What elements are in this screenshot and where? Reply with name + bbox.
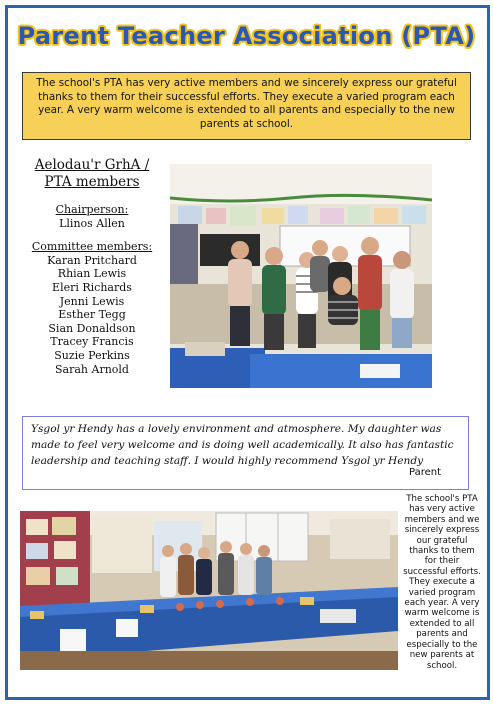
side-note: The school's PTA has very active members and we sincerely express our grateful thanks to them for their successful efforts. They execute a varied program each year. A very warm welcome is extended to all parents and especially to the new parents at school. (403, 494, 481, 671)
committee-member: Jenni Lewis (59, 294, 125, 308)
testimonial-author: Parent (408, 467, 441, 478)
committee-member: Suzie Perkins (54, 348, 130, 362)
chair-name: Llinos Allen (59, 216, 125, 230)
chair-label: Chairperson: (55, 203, 129, 216)
committee-member: Karan Pritchard (47, 253, 137, 267)
members-heading-english: PTA members (44, 174, 140, 190)
committee-member: Sarah Arnold (55, 362, 129, 376)
committee-member: Tracey Francis (50, 335, 134, 349)
testimonial-box (22, 416, 469, 490)
committee-member: Rhian Lewis (57, 267, 127, 281)
members-list (22, 157, 162, 376)
pta-event-photo (20, 511, 398, 670)
pta-group-photo (170, 164, 432, 388)
intro-box: The school's PTA has very active members and we sincerely express our grateful thanks to them for their successful efforts. They execute a varied program each year. A very warm welcome is extended to all parents and especially to the new parents at school. (22, 72, 471, 140)
committee-member: Sian Donaldson (48, 321, 136, 335)
page-title: Parent Teacher Association (PTA) (17, 22, 476, 50)
committee-member: Esther Tegg (58, 308, 126, 322)
members-heading-welsh: Aelodau'r GrhA / (34, 157, 150, 173)
committee-member: Eleri Richards (52, 280, 132, 294)
testimonial-text: Ysgol yr Hendy has a lovely environment and atmosphere. My daughter was made to feel very welcome and is doing well academically. It also has fantastic leadership and teaching staff. I would highly recommend Ysgol yr Hendy (31, 423, 454, 467)
committee-label: Committee members: (31, 240, 153, 254)
